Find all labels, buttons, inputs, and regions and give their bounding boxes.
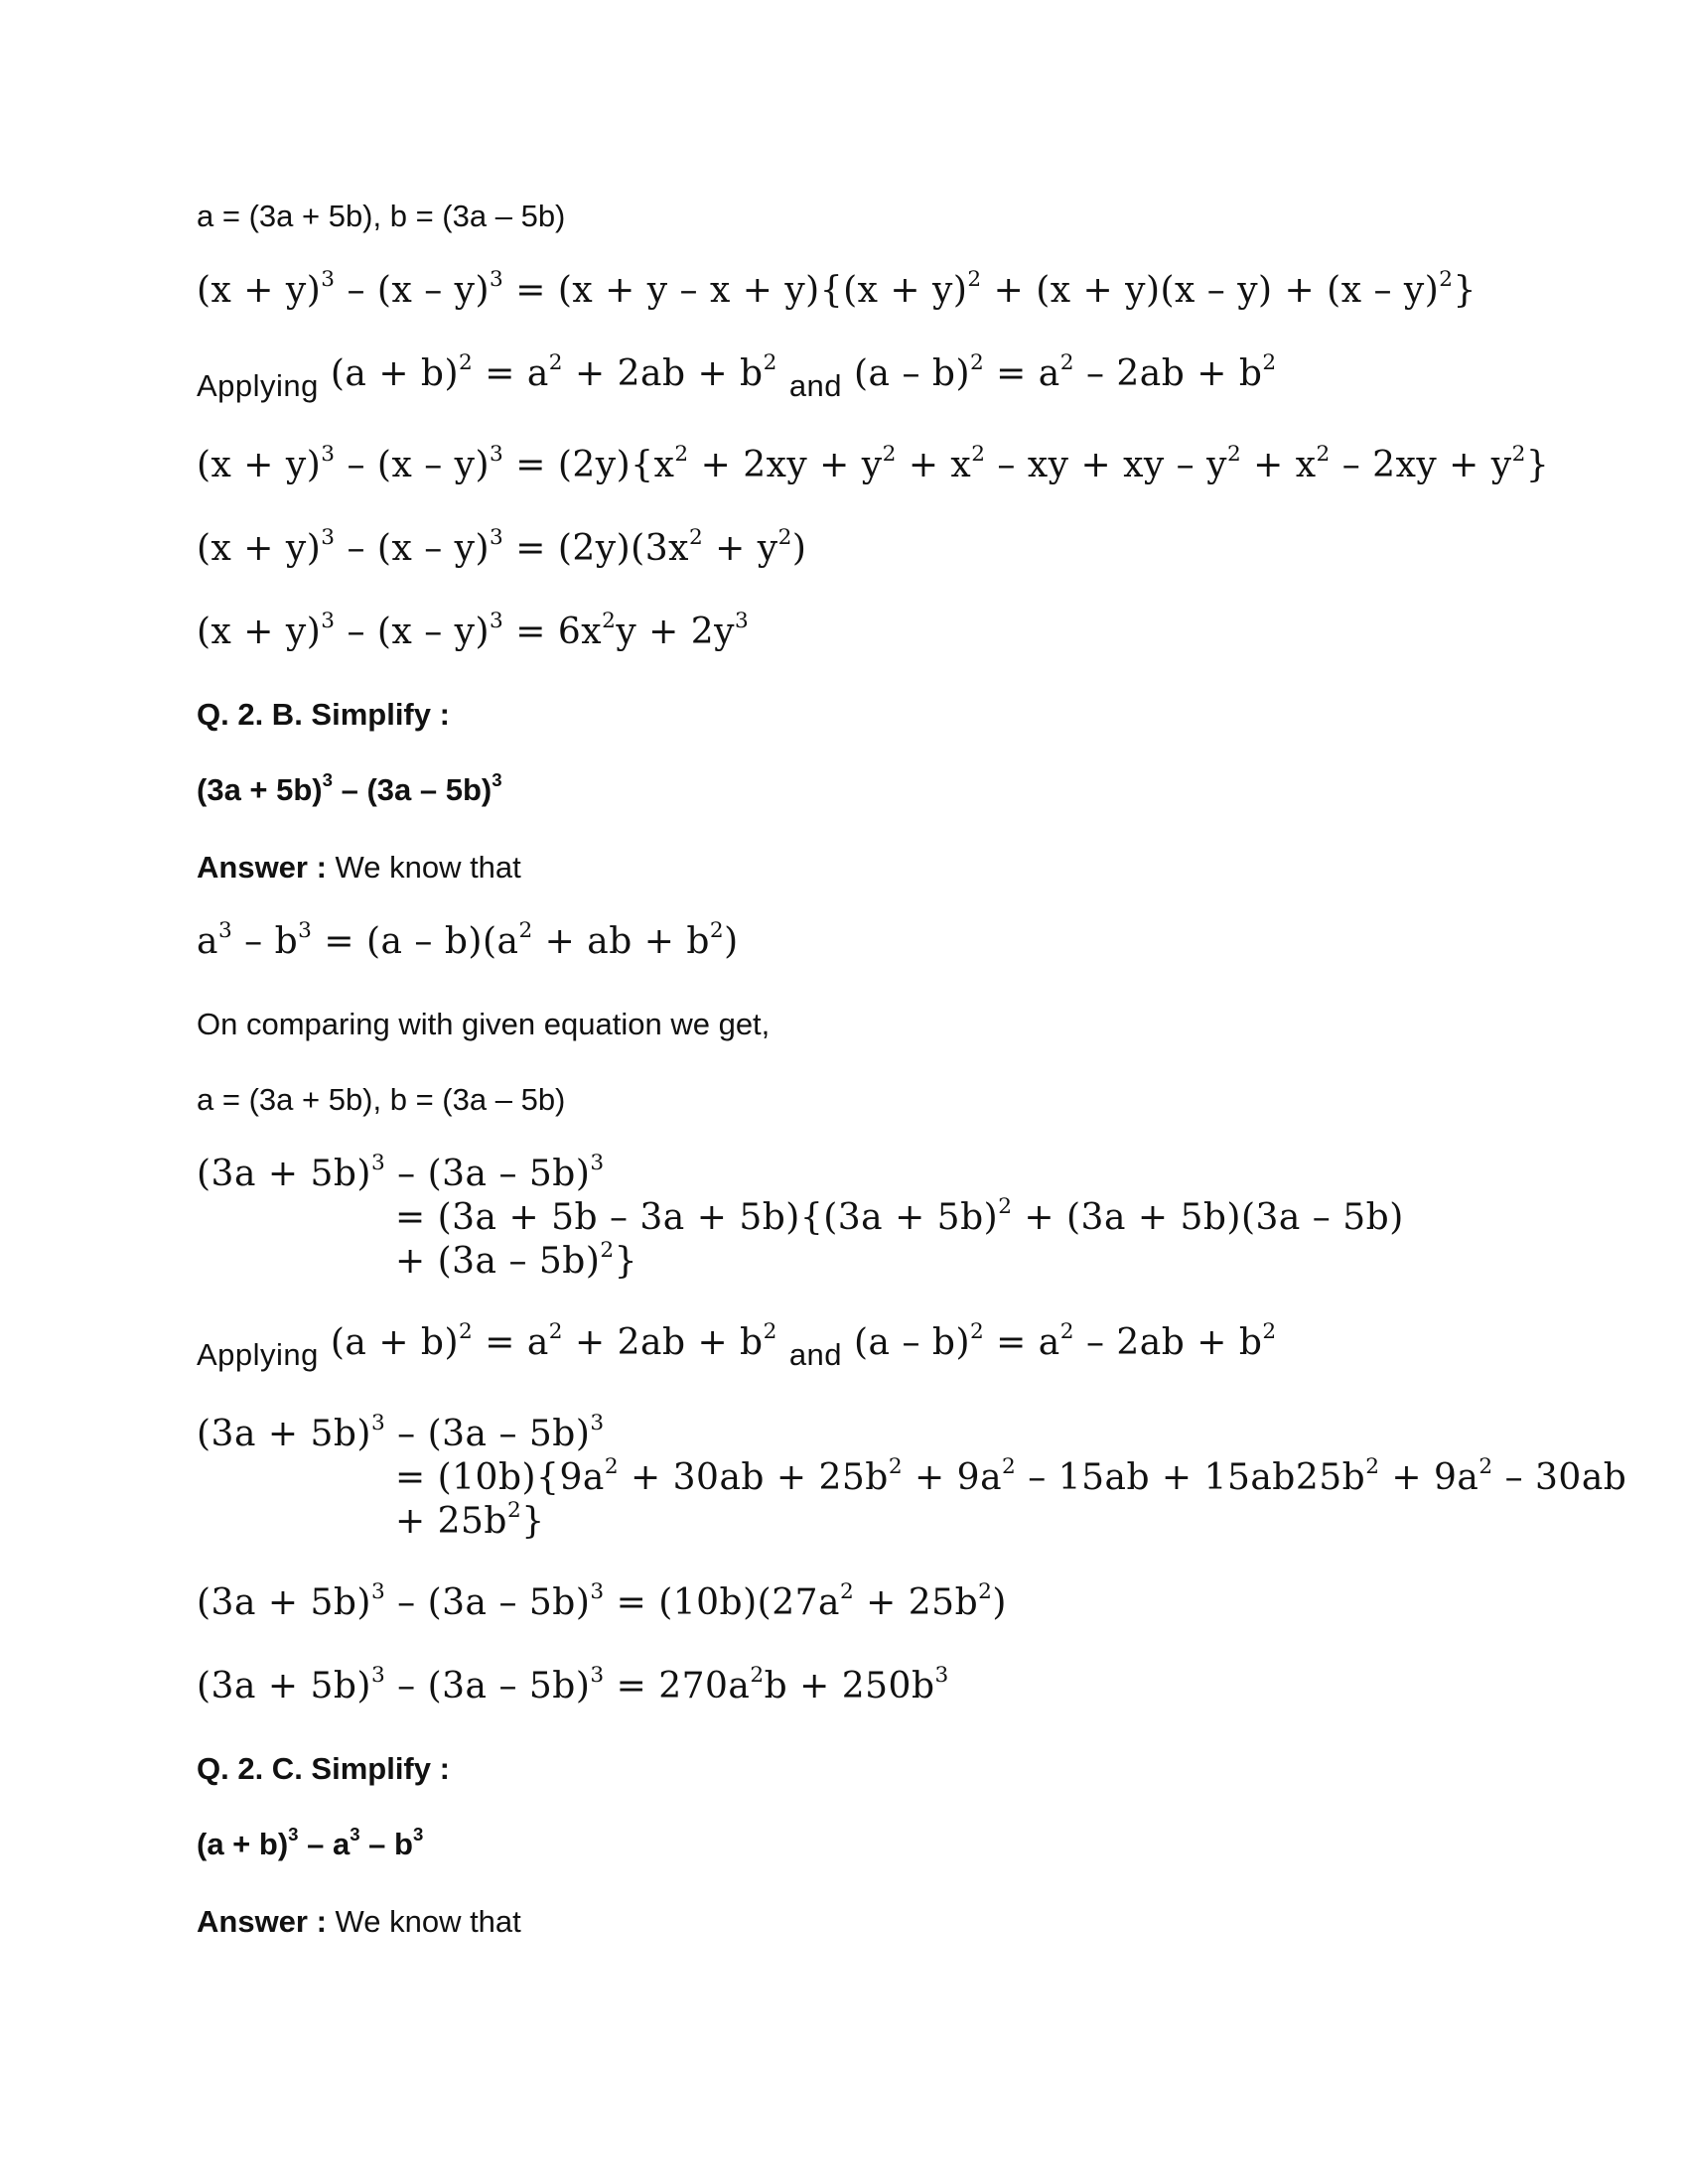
difference-of-cubes-identity: $a^3 - b^3 = (a - b)(a^2$ + ab + $b^2$) bbox=[197, 917, 739, 962]
answer-line: Answer : We know that bbox=[197, 850, 521, 885]
equation-expansion: $(x + y)^3 - (x - y)^3 = (x + y - x + y)\{(x + y)^2 + (x + y)(x - y) + (x - y)^2\}$ bbox=[197, 266, 1477, 311]
comparing-text: On comparing with given equation we get, bbox=[197, 1007, 771, 1041]
answer-label: Answer : bbox=[197, 1904, 327, 1939]
equation-result: $(3a + 5b)^3 - (3a - 5b)^3 = 270a^2b + 250b^3$ bbox=[197, 1662, 949, 1706]
question-expression: $(a + b)^3 - a^3 - b^3$ bbox=[197, 1824, 424, 1861]
answer-line: Answer : We know that bbox=[197, 1904, 521, 1939]
equation-simplified: $(3a + 5b)^3 - (3a - 5b)^3 = (10b)(27a^2 + 25b^2)$ bbox=[197, 1578, 1007, 1623]
equation-expanded-rhs-cont: + $25b^2$} bbox=[395, 1497, 545, 1542]
question-heading: Q. 2. C. Simplify : bbox=[197, 1751, 450, 1786]
equation-expanded-rhs: = $(10b)\{9a^2 + 30ab + 25b^2 + 9a^2 - 15ab + 15ab25b^2 + 9a^2 - 30ab$ bbox=[395, 1453, 1627, 1498]
equation-simplified: $(x + y)^3 - (x - y)^3 = (2y)(3x^2 + y^2)$ bbox=[197, 524, 807, 569]
equation-expansion-rhs-cont: + (3a – 5b)$^2$} bbox=[395, 1237, 638, 1282]
applying-identities-line: Applying $(a + b)^2 = a^2 + 2ab + b^2$ and $(a - b)^2 = a^2 - 2ab + b^2$ bbox=[197, 349, 1277, 403]
answer-label: Answer : bbox=[197, 850, 327, 885]
equation-expanded-lhs: $(3a + 5b)^3 - (3a - 5b)^3$ bbox=[197, 1410, 605, 1454]
equation-expanded-terms: $(x + y)^3 - (x - y)^3 = (2y)\{x^2 + 2xy + y^2 + x^2$ – xy + xy – $y^2 + x^2 - 2xy + y^2$} bbox=[197, 441, 1550, 485]
equation-expansion-lhs: $(3a + 5b)^3 - (3a - 5b)^3$ bbox=[197, 1150, 605, 1194]
equation-expansion-rhs: = $(3a + 5b - 3a + 5b)\{(3a + 5b)^2 + (3a + 5b)(3a - 5b)$ bbox=[395, 1193, 1404, 1238]
applying-identities-line: Applying $(a + b)^2 = a^2 + 2ab + b^2$ and $(a - b)^2 = a^2 - 2ab + b^2$ bbox=[197, 1318, 1277, 1372]
question-expression: $(3a + 5b)^3 - (3a - 5b)^3$ bbox=[197, 769, 502, 807]
substitution-line: a = (3a + 5b), b = (3a – 5b) bbox=[197, 199, 566, 233]
question-heading: Q. 2. B. Simplify : bbox=[197, 697, 450, 732]
equation-result: $(x + y)^3 - (x - y)^3 = 6x^2y + 2y^3$ bbox=[197, 608, 750, 652]
substitution-line: a = (3a + 5b), b = (3a – 5b) bbox=[197, 1082, 566, 1117]
